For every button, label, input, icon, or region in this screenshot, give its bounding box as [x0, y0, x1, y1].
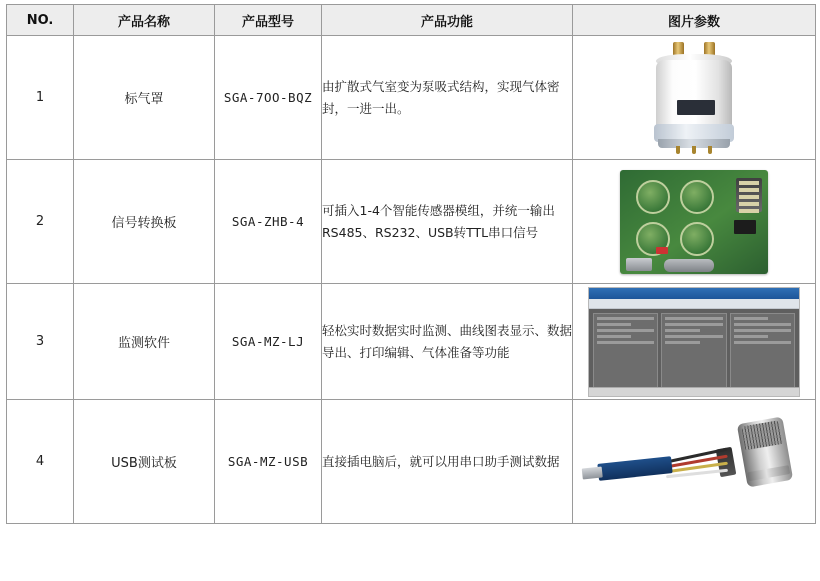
- row-image-cell: [573, 36, 816, 160]
- usb-connector: [626, 258, 652, 271]
- row-name-cell: 监测软件: [74, 284, 215, 400]
- column-header-no: NO.: [7, 5, 74, 36]
- table-row: [7, 400, 816, 524]
- row-image-cell: [573, 284, 816, 400]
- red-component: [656, 247, 668, 254]
- row-model-cell: SGA-ZHB-4: [215, 160, 322, 284]
- software-menubar: [589, 299, 799, 309]
- table-body: [7, 36, 816, 524]
- db9-connector: [664, 259, 714, 272]
- row-model-cell: SGA-MZ-USB: [215, 400, 322, 524]
- pcb-illustration: [620, 170, 768, 274]
- row-name-cell: USB测试板: [74, 400, 215, 524]
- row-function-cell: 可插入1-4个智能传感器模组，并统一输出RS485、RS232、USB转TTL串口信号: [322, 160, 573, 284]
- software-window-illustration: [588, 287, 800, 397]
- signal-converter-board-photo: [573, 170, 815, 274]
- row-no-cell: 4: [7, 400, 74, 524]
- software-statusbar: [589, 387, 799, 396]
- software-panel: [593, 313, 658, 392]
- row-name-cell: 信号转换板: [74, 160, 215, 284]
- row-model-cell: SGA-7OO-BQZ: [215, 36, 322, 160]
- sensor-socket: [680, 180, 714, 214]
- row-name-cell: 标气罩: [74, 36, 215, 160]
- usb-board-illustration: [594, 414, 794, 510]
- product-spec-table: [6, 4, 816, 524]
- row-no-cell: 1: [7, 36, 74, 160]
- column-header-image: 图片参数: [573, 5, 816, 36]
- sensor-socket: [636, 180, 670, 214]
- monitoring-software-screenshot: [573, 287, 815, 397]
- row-function-cell: 由扩散式气室变为泵吸式结构，实现气体密封，一进一出。: [322, 36, 573, 160]
- software-panel: [661, 313, 726, 392]
- row-no-cell: 3: [7, 284, 74, 400]
- table-row: [7, 36, 816, 160]
- software-canvas: [589, 309, 799, 396]
- table-header-row: [7, 5, 816, 36]
- terminal-block: [736, 178, 762, 212]
- gas-sensor: [737, 416, 793, 487]
- row-model-cell: SGA-MZ-LJ: [215, 284, 322, 400]
- software-titlebar: [589, 288, 799, 299]
- sensor-mesh: [741, 420, 783, 450]
- sensor-socket: [680, 222, 714, 256]
- usb-plug: [582, 466, 603, 479]
- hood-pin: [692, 146, 696, 154]
- row-no-cell: 2: [7, 160, 74, 284]
- table-row: [7, 284, 816, 400]
- table-header: [7, 5, 816, 36]
- column-header-function: 产品功能: [322, 5, 573, 36]
- software-panel: [730, 313, 795, 392]
- hood-pin: [676, 146, 680, 154]
- chip: [734, 220, 756, 234]
- usb-dongle: [597, 456, 672, 481]
- gas-hood-photo: [573, 42, 815, 154]
- row-image-cell: [573, 160, 816, 284]
- row-function-cell: 直接插电脑后，就可以用串口助手测试数据: [322, 400, 573, 524]
- row-function-cell: 轻松实时数据实时监测、曲线图表显示、数据导出、打印编辑、气体准备等功能: [322, 284, 573, 400]
- column-header-name: 产品名称: [74, 5, 215, 36]
- row-image-cell: [573, 400, 816, 524]
- hood-label: [677, 100, 715, 115]
- table-row: [7, 160, 816, 284]
- sensor-rim: [747, 465, 790, 481]
- gas-hood-illustration: [642, 42, 746, 154]
- usb-test-board-photo: [573, 414, 815, 510]
- hood-pin: [708, 146, 712, 154]
- column-header-model: 产品型号: [215, 5, 322, 36]
